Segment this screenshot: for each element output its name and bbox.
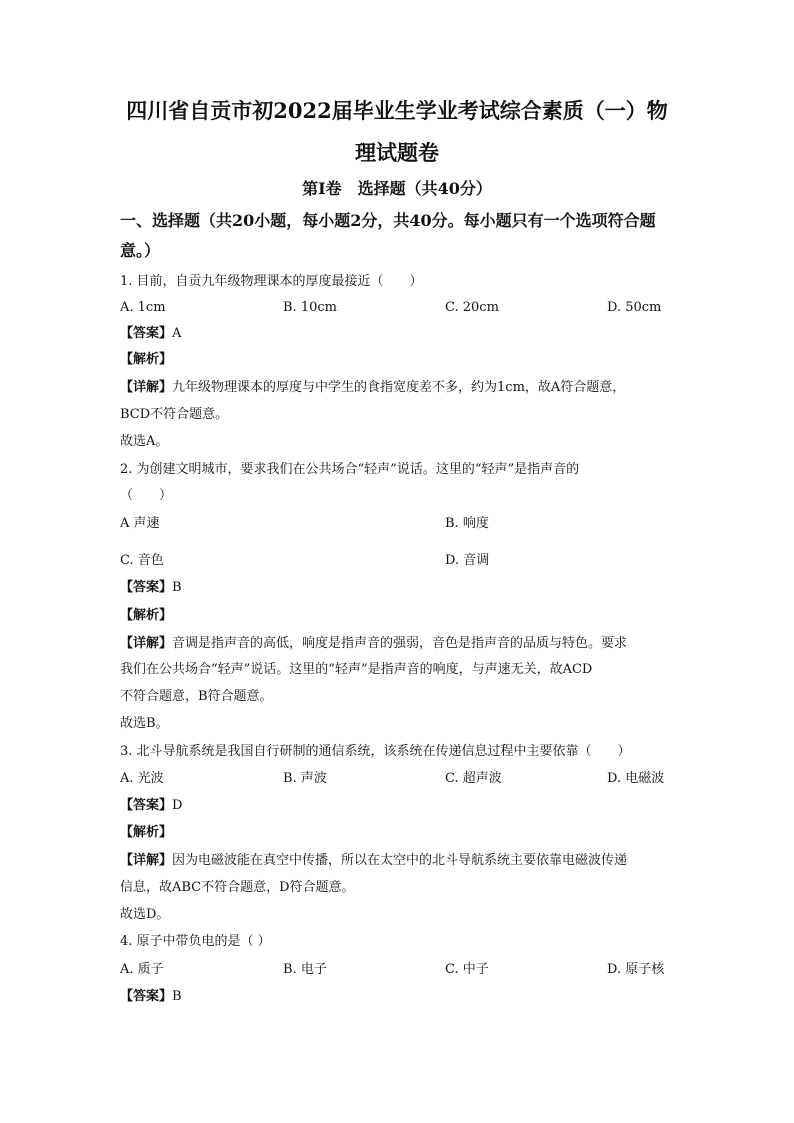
question-3-option-b: B. 声波 xyxy=(283,771,327,786)
question-2-option-d: D. 音调 xyxy=(445,553,490,568)
question-4-stem: 4. 原子中带负电的是（ ） xyxy=(120,934,271,949)
question-1-analysis-label: 【解析】 xyxy=(120,352,173,367)
question-3-detail-line-1 xyxy=(120,851,627,871)
detail-label: 【详解】 xyxy=(120,853,173,868)
answer-label: 【答案】 xyxy=(120,798,173,813)
question-3-option-c: C. 超声波 xyxy=(445,771,502,786)
question-2-answer xyxy=(120,578,182,598)
question-3-analysis-label: 【解析】 xyxy=(120,825,173,840)
question-2-analysis-label: 【解析】 xyxy=(120,608,173,623)
question-3-option-a: A. 光波 xyxy=(120,771,164,786)
detail-text: 音调是指声音的高低，响度是指声音的强弱，音色是指声音的品质与特色。要求 xyxy=(172,636,628,651)
detail-text: 九年级物理课本的厚度与中学生的食指宽度差不多，约为1cm，故A符合题意， xyxy=(172,380,626,395)
page-title-line-1: 四川省自贡市初2022届毕业生学业考试综合素质（一）物 xyxy=(126,98,668,123)
question-4-option-c: C. 中子 xyxy=(445,962,489,977)
question-2-option-c: C. 音色 xyxy=(120,553,164,568)
question-3-answer xyxy=(120,796,182,816)
question-1-detail-line-2: BCD不符合题意。 xyxy=(120,407,229,422)
question-2-detail-line-1 xyxy=(120,634,627,654)
question-1-stem: 1. 目前，自贡九年级物理课本的厚度最接近（ ） xyxy=(120,274,423,289)
question-4-option-d: D. 原子核 xyxy=(607,962,665,977)
part-heading: 第Ⅰ卷 选择题（共40分） xyxy=(302,179,492,198)
question-1-option-d: D. 50cm xyxy=(607,300,662,315)
question-2-conclusion: 故选B。 xyxy=(120,716,169,731)
answer-label: 【答案】 xyxy=(120,580,173,595)
question-1-option-b: B. 10cm xyxy=(283,300,337,315)
answer-value: B xyxy=(172,580,182,595)
question-3-conclusion: 故选D。 xyxy=(120,907,170,922)
question-3-detail-line-2: 信息，故ABC不符合题意，D符合题意。 xyxy=(120,880,355,895)
answer-label: 【答案】 xyxy=(120,326,173,341)
question-2-stem-line-1: 2. 为创建文明城市，要求我们在公共场合“轻声”说话。这里的“轻声”是指声音的 xyxy=(120,462,580,477)
question-4-answer xyxy=(120,987,182,1007)
question-1-option-a: A. 1cm xyxy=(120,300,166,315)
section-heading-line-1: 一、选择题（共20小题，每小题2分，共40分。每小题只有一个选项符合题 xyxy=(120,211,656,230)
question-2-option-b: B. 响度 xyxy=(445,516,489,531)
section-heading-line-2: 意。） xyxy=(120,241,161,260)
question-1-conclusion: 故选A。 xyxy=(120,434,169,449)
answer-value: A xyxy=(172,326,182,341)
question-3-stem: 3. 北斗导航系统是我国自行研制的通信系统，该系统在传递信息过程中主要依靠（ ） xyxy=(120,744,631,759)
question-3-option-d: D. 电磁波 xyxy=(607,771,665,786)
question-4-option-b: B. 电子 xyxy=(283,962,327,977)
question-1-detail-line-1 xyxy=(120,378,625,398)
question-2-option-a: A 声速 xyxy=(120,516,160,531)
question-2-stem-line-2: （ ） xyxy=(120,488,173,503)
answer-label: 【答案】 xyxy=(120,989,173,1004)
detail-label: 【详解】 xyxy=(120,380,173,395)
page-title-line-2: 理试题卷 xyxy=(355,140,439,165)
detail-label: 【详解】 xyxy=(120,636,173,651)
question-1-option-c: C. 20cm xyxy=(445,300,499,315)
question-2-detail-line-3: 不符合题意，B符合题意。 xyxy=(120,689,273,704)
detail-text: 因为电磁波能在真空中传播，所以在太空中的北斗导航系统主要依靠电磁波传递 xyxy=(172,853,628,868)
question-4-option-a: A. 质子 xyxy=(120,962,164,977)
answer-value: D xyxy=(172,798,183,813)
question-2-detail-line-2: 我们在公共场合“轻声”说话。这里的“轻声”是指声音的响度，与声速无关，故ACD xyxy=(120,662,593,677)
question-1-answer xyxy=(120,324,181,344)
answer-value: B xyxy=(172,989,182,1004)
